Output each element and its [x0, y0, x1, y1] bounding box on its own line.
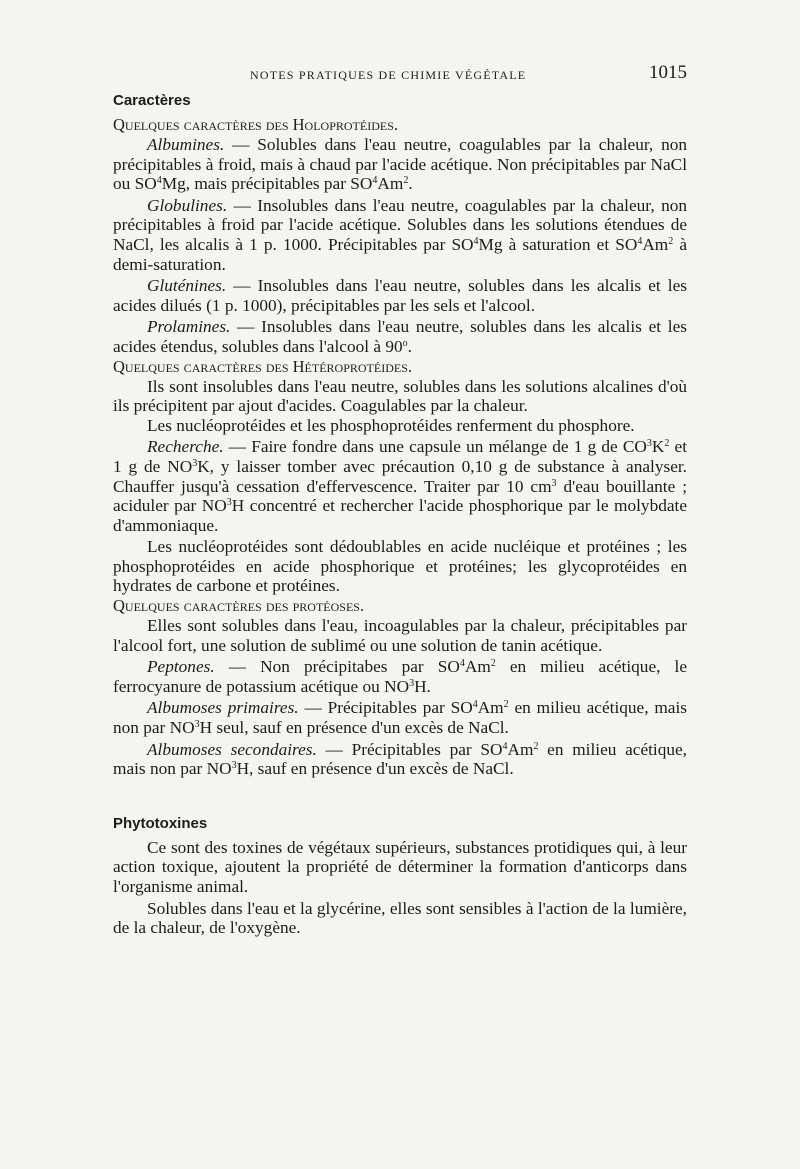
paragraph-heteroproteides-solubilite: Ils sont insolubles dans l'eau neutre, solubles dans les solutions alcalines d'où ils précipitent par ajout d'acides. Coagulables par la chaleur.	[113, 376, 687, 416]
paragraph-recherche	[113, 437, 687, 535]
superscript: 2	[490, 658, 496, 670]
superscript: 3	[646, 438, 652, 450]
paragraph-prolamines	[113, 317, 687, 356]
text-segment: H seul, sauf en présence d'un excès de NaCl.	[199, 718, 509, 738]
superscript: 4	[459, 658, 465, 670]
text-segment: — Insolubles dans l'eau neutre, solubles dans les alcalis et les acides dilués (1 p. 1000), précipitables par les sels et l'alcool.	[113, 276, 687, 315]
lead-albumoses-primaires: Albumoses primaires.	[147, 698, 299, 718]
subheading-heteroproteides: Quelques caractères des Hétéroprotéides.	[113, 356, 413, 376]
superscript: 2	[403, 175, 409, 187]
text-segment: — Précipitables par SO	[298, 698, 473, 718]
subheading-proteoses: Quelques caractères des protéoses.	[113, 596, 365, 616]
superscript: 4	[473, 235, 479, 247]
text-segment: H.	[414, 676, 431, 696]
text-segment: K	[651, 437, 665, 457]
text-segment: Am	[477, 698, 504, 718]
text-segment: en milieu acétique, le ferrocyanure de potassium acétique ou NO	[113, 657, 687, 696]
superscript: 3	[409, 677, 415, 689]
page-number: 1015	[649, 62, 687, 83]
text-segment: — Non précipitabes par SO	[214, 657, 460, 677]
section-title-phytotoxines: Phytotoxines	[113, 814, 208, 832]
book-page	[113, 58, 687, 938]
superscript: 4	[472, 699, 478, 711]
text-segment: en milieu acétique, mais non par NO	[113, 739, 687, 779]
superscript: 4	[637, 235, 643, 247]
superscript: 2	[503, 699, 509, 711]
superscript: 3	[551, 477, 557, 489]
running-title: NOTES PRATIQUES DE CHIMIE VÉGÉTALE	[250, 68, 527, 82]
lead-albumines: Albumines.	[147, 135, 225, 154]
paragraph-albumoses-primaires	[113, 698, 687, 737]
superscript: 2	[668, 235, 674, 247]
text-segment: .	[408, 174, 413, 194]
lead-globulines: Globulines.	[147, 195, 228, 215]
lead-albumoses-secondaires: Albumoses secondaires.	[147, 739, 317, 759]
lead-peptones: Peptones.	[147, 657, 215, 677]
text-segment: Am	[464, 657, 491, 677]
text-segment: .	[407, 336, 412, 356]
paragraph-phytotoxines-sensibilite: Solubles dans l'eau et la glycérine, elles sont sensibles à l'action de la lumière, de la chaleur, de l'oxygène.	[113, 898, 687, 938]
text-segment: — Faire fondre dans une capsule un mélange de 1 g de CO	[223, 437, 647, 457]
superscript: 3	[226, 497, 232, 509]
text-segment: Mg à saturation et SO	[478, 234, 638, 254]
text-segment: — Insolubles dans l'eau neutre, coagulables par la chaleur, non précipitables à froid par l'acide acétique. Solubles dans les solutions étendues de NaCl, les alcalis à 1 p. 1000. Précipitables par SO	[113, 195, 687, 254]
text-segment: à demi-saturation.	[113, 234, 687, 274]
paragraph-globulines	[113, 196, 687, 274]
text-segment: en milieu acétique, mais non par NO	[113, 698, 687, 738]
superscript: o	[402, 337, 408, 349]
paragraph-proteoses-proprietes: Elles sont solubles dans l'eau, incoagulables par la chaleur, précipitables par l'alcool fort, une solution de sublimé ou une solution de tanin acétique.	[113, 616, 687, 655]
text-segment: Am	[507, 739, 534, 759]
text-segment: Am	[377, 174, 404, 194]
paragraph-albumines	[113, 135, 687, 194]
text-segment: — Précipitables par SO	[316, 739, 503, 759]
superscript: 2	[533, 740, 539, 752]
superscript: 4	[372, 175, 378, 187]
paragraph-dedoublement: Les nucléoprotéides sont dédoublables en acide nucléique et protéines ; les phosphoprotéides en acide phosphorique et protéines; les glycoprotéides en hydrates de carbone et protéines.	[113, 537, 687, 596]
superscript: 4	[502, 740, 508, 752]
paragraph-phytotoxines-definition: Ce sont des toxines de végétaux supérieurs, substances protidiques qui, à leur action toxique, ajoutent la propriété de déterminer la formation d'anticorps dans l'organisme animal.	[113, 837, 687, 896]
superscript: 4	[156, 175, 162, 187]
lead-glutenines: Gluténines.	[147, 276, 227, 296]
text-segment: K, y laisser tomber avec précaution 0,10 g de substance à analyser. Chauffer jusqu'à cessation d'effervescence. Traiter par 10 cm	[113, 456, 687, 496]
text-segment: H concentré et rechercher l'acide phosphorique par le molybdate d'ammoniaque.	[113, 496, 687, 535]
text-segment: — Solubles dans l'eau neutre, coagulables par la chaleur, non précipitables à froid, mais à chaud par l'acide acétique. Non précipitables par NaCl ou SO	[113, 135, 687, 194]
text-segment: d'eau bouillante ; aciduler par NO	[113, 476, 687, 516]
subheading-holoproteides: Quelques caractères des Holoprotéides.	[113, 115, 399, 134]
text-segment: Mg, mais précipitables par SO	[161, 174, 373, 194]
text-segment: H, sauf en présence d'un excès de NaCl.	[236, 759, 514, 779]
superscript: 3	[194, 719, 200, 731]
text-segment: et 1 g de NO	[113, 437, 688, 476]
superscript: 2	[664, 438, 670, 450]
paragraph-peptones	[113, 657, 687, 696]
text-segment: Am	[642, 234, 669, 254]
superscript: 3	[231, 760, 237, 772]
superscript: 3	[192, 457, 198, 469]
section-title-caracteres: Caractères	[113, 92, 191, 109]
paragraph-glutenines	[113, 276, 687, 315]
lead-recherche: Recherche.	[147, 437, 224, 457]
paragraph-albumoses-secondaires	[113, 740, 687, 779]
lead-prolamines: Prolamines.	[147, 317, 231, 337]
text-segment: — Insolubles dans l'eau neutre, solubles dans les alcalis et les acides étendus, solubles dans l'alcool à 90	[113, 317, 687, 356]
running-head	[113, 58, 687, 92]
paragraph-heteroproteides-phosphore: Les nucléoprotéides et les phosphoprotéides renferment du phosphore.	[147, 415, 635, 435]
